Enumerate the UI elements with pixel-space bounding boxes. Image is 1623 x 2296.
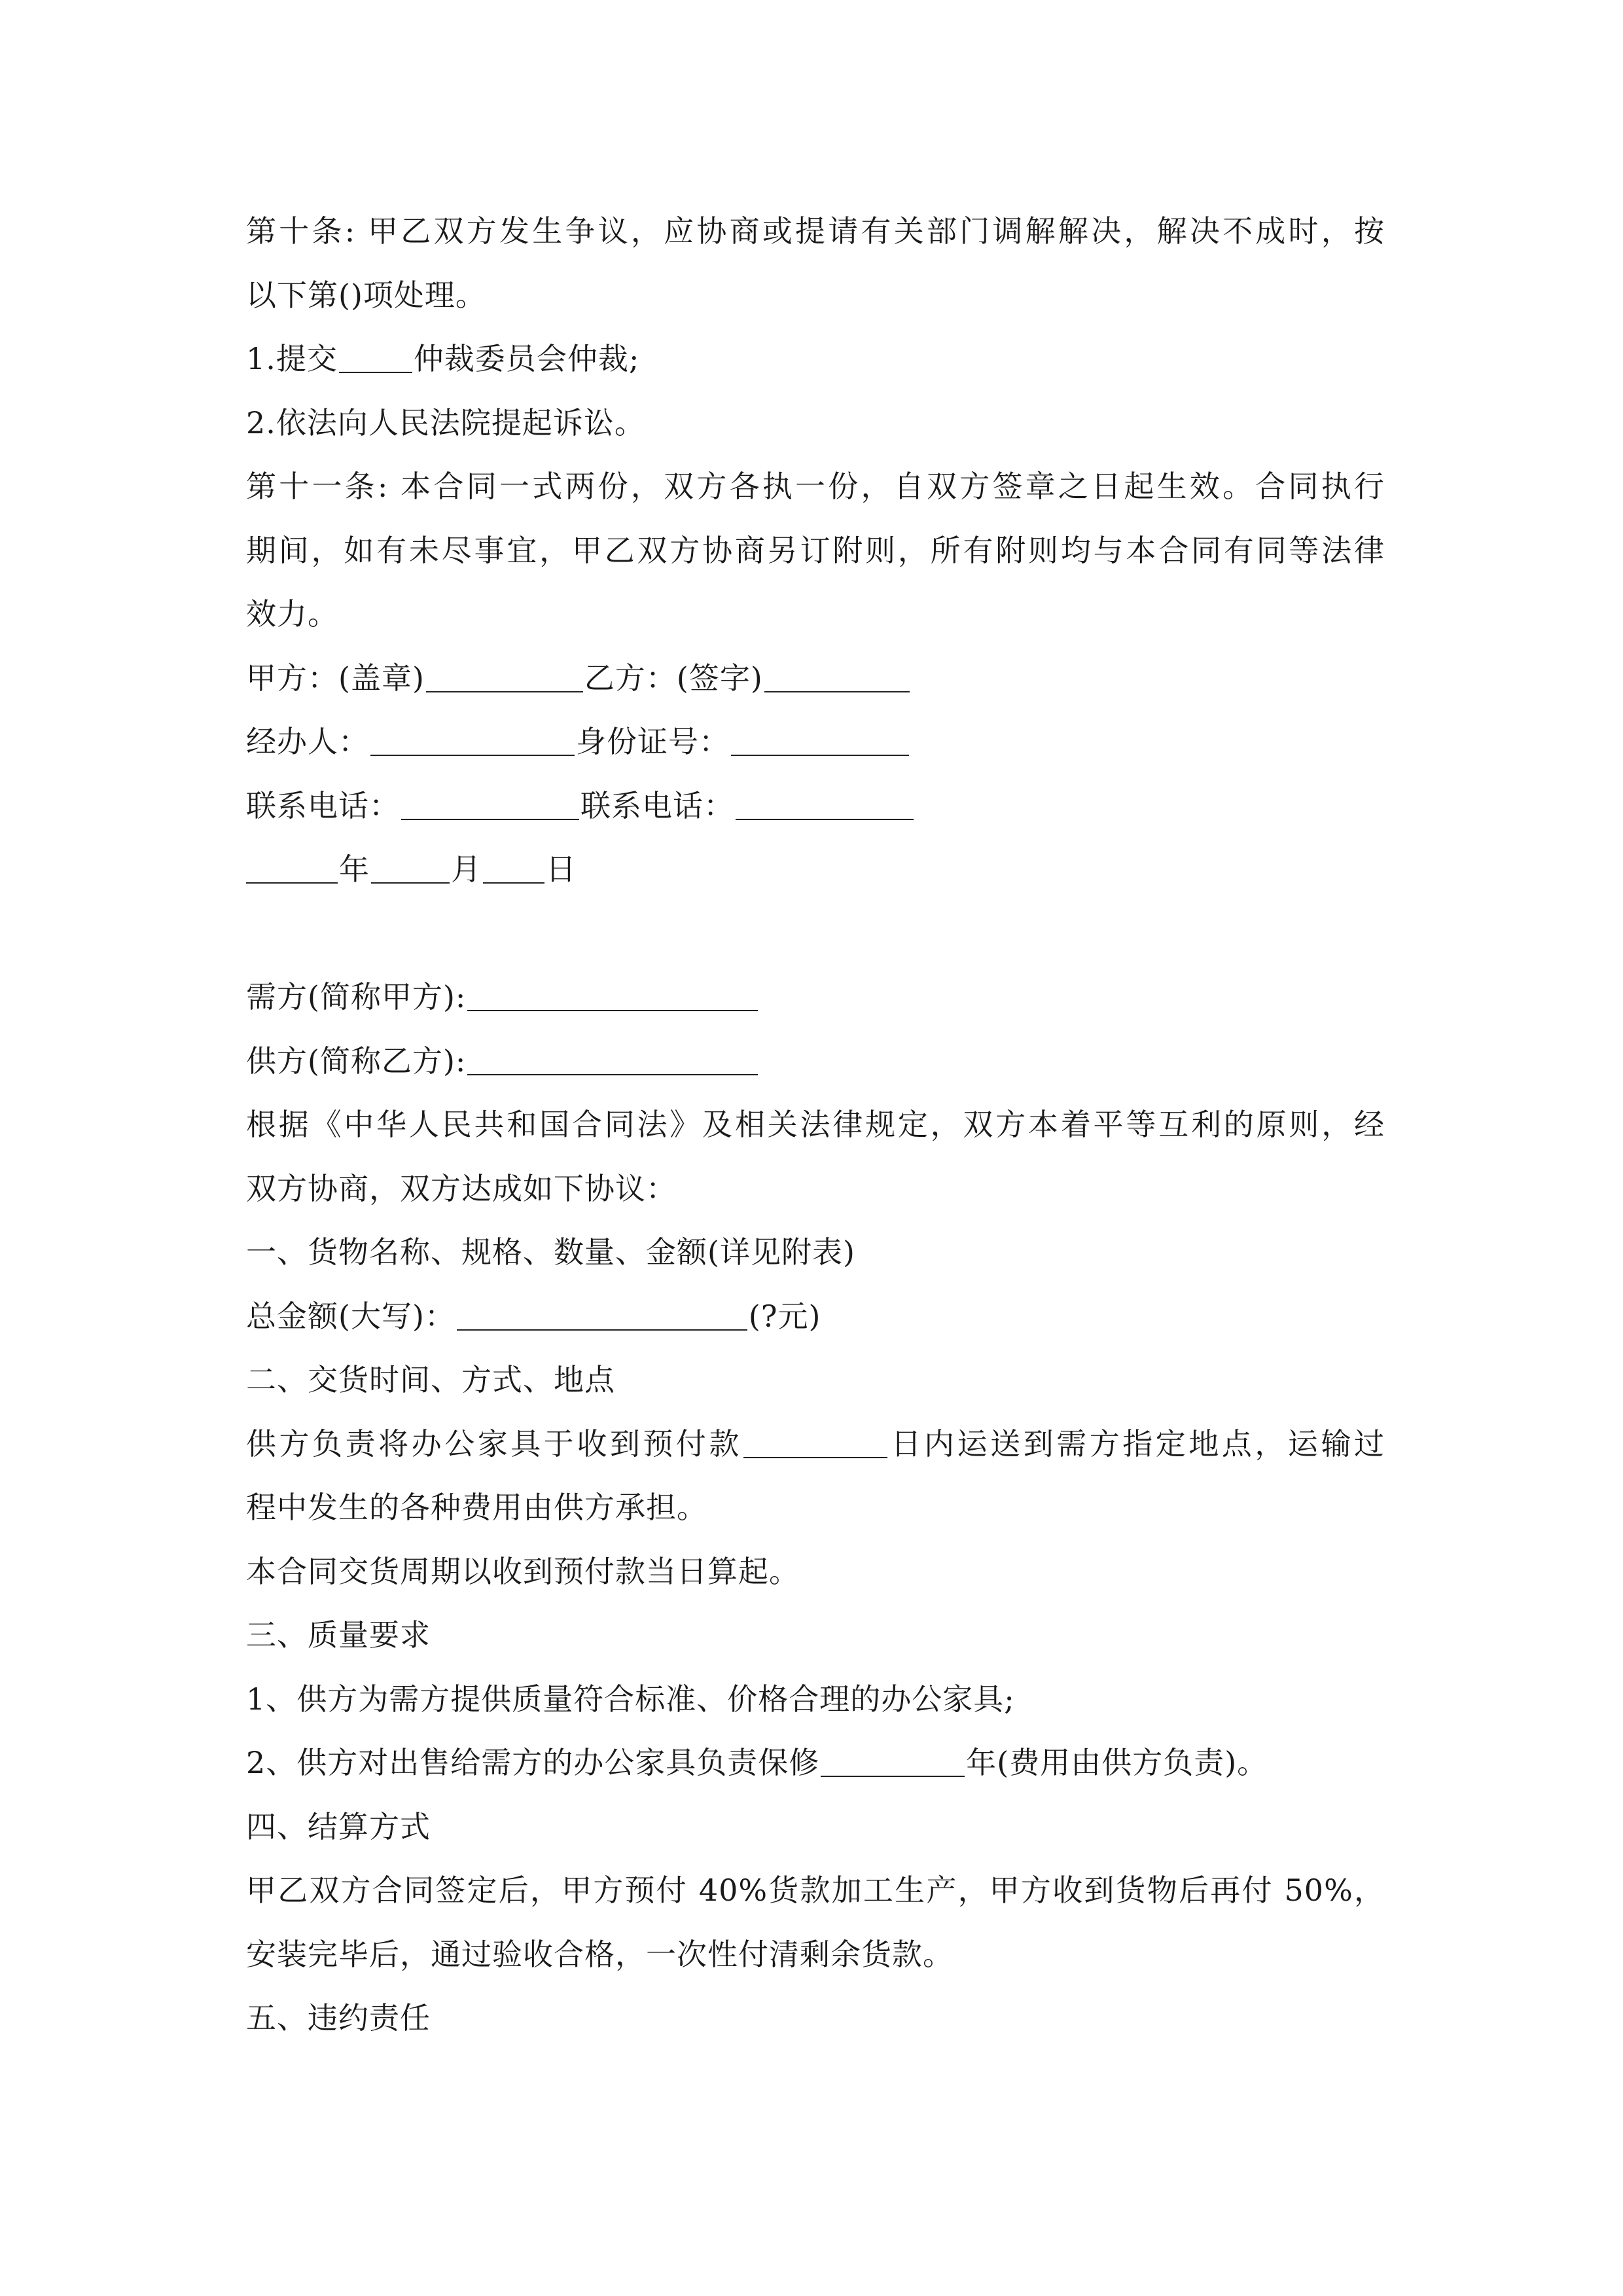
arbitration-blank[interactable] (339, 342, 412, 373)
section-1-heading: 一、货物名称、规格、数量、金额(详见附表) (246, 1234, 855, 1270)
party-b-sign-blank[interactable] (764, 661, 910, 692)
article-11-line-1: 第十一条: 本合同一式两份，双方各执一份，自双方签章之日起生效。合同执行 (246, 469, 1385, 504)
article-11-line-2: 期间，如有未尽事宜，甲乙双方协商另订附则，所有附则均与本合同有同等法律 (246, 532, 1385, 568)
delivery-line-1 (246, 1412, 1385, 1477)
section-2-heading: 二、交货时间、方式、地点 (246, 1362, 615, 1397)
section-5-heading: 五、违约责任 (246, 2000, 431, 2036)
month-blank[interactable] (371, 852, 450, 884)
phone-b-blank[interactable] (736, 789, 914, 820)
year-blank[interactable] (246, 852, 338, 884)
date-line (246, 838, 1385, 902)
total-amount-suffix: (?元) (748, 1298, 821, 1334)
total-amount-blank[interactable] (457, 1299, 747, 1331)
delivery-suffix: 日内运送到需方指定地点，运输过 (889, 1426, 1385, 1462)
delivery-days-blank[interactable] (743, 1427, 887, 1458)
buyer-line (246, 965, 1385, 1030)
party-a-label: 甲方：(盖章) (246, 660, 425, 696)
buyer-label: 需方(简称甲方): (246, 979, 467, 1014)
settlement-line-1: 甲乙双方合同签定后，甲方预付 40%货款加工生产，甲方收到货物后再付 50%， (246, 1873, 1385, 1908)
buyer-blank[interactable] (467, 980, 758, 1011)
phone-line (246, 774, 1385, 838)
id-number-blank[interactable] (731, 725, 909, 756)
party-a-seal-blank[interactable] (426, 661, 583, 692)
delivery-line-2: 程中发生的各种费用由供方承担。 (246, 1490, 707, 1525)
phone-a-label: 联系电话： (246, 787, 400, 823)
total-amount-line (246, 1285, 1385, 1349)
agent-line (246, 710, 1385, 774)
option-1-prefix: 1.提交 (246, 341, 338, 376)
section-3-heading: 三、质量要求 (246, 1617, 431, 1653)
year-label: 年 (339, 852, 370, 887)
basis-line-1: 根据《中华人民共和国合同法》及相关法律规定，双方本着平等互利的原则，经 (246, 1107, 1385, 1142)
signature-line (246, 647, 1385, 711)
id-number-label: 身份证号： (576, 724, 730, 759)
party-b-label: 乙方：(签字) (584, 660, 763, 696)
quality-item-1: 1、供方为需方提供质量符合标准、价格合理的办公家具; (246, 1681, 1015, 1717)
phone-a-blank[interactable] (401, 789, 579, 820)
day-blank[interactable] (483, 852, 544, 884)
warranty-years-blank[interactable] (821, 1746, 965, 1777)
option-2-line: 2.依法向人民法院提起诉讼。 (246, 404, 645, 440)
article-10-line-1: 第十条: 甲乙双方发生争议，应协商或提请有关部门调解解决，解决不成时，按 (246, 213, 1385, 249)
phone-b-label: 联系电话： (580, 787, 734, 823)
agent-label: 经办人： (246, 724, 369, 759)
supplier-label: 供方(简称乙方): (246, 1043, 467, 1079)
basis-line-2: 双方协商，双方达成如下协议： (246, 1170, 677, 1206)
option-1-suffix: 仲裁委员会仲裁; (413, 341, 640, 376)
delivery-prefix: 供方负责将办公家具于收到预付款 (246, 1426, 742, 1462)
supplier-line (246, 1030, 1385, 1094)
month-label: 月 (451, 852, 482, 887)
warranty-prefix: 2、供方对出售给需方的办公家具负责保修 (246, 1745, 820, 1780)
section-spacer (246, 902, 1385, 966)
option-1-line (246, 327, 1385, 391)
delivery-line-3: 本合同交货周期以收到预付款当日算起。 (246, 1553, 800, 1589)
document-body (246, 200, 1385, 2051)
supplier-blank[interactable] (467, 1044, 758, 1075)
quality-item-2 (246, 1731, 1385, 1795)
article-11-line-3: 效力。 (246, 596, 338, 632)
agent-blank[interactable] (370, 725, 575, 756)
article-10-line-2: 以下第()项处理。 (246, 277, 486, 313)
total-amount-label: 总金额(大写)： (246, 1298, 455, 1334)
day-label: 日 (546, 852, 577, 887)
warranty-suffix: 年(费用由供方负责)。 (966, 1745, 1268, 1780)
section-4-heading: 四、结算方式 (246, 1808, 431, 1844)
settlement-line-2: 安装完毕后，通过验收合格，一次性付清剩余货款。 (246, 1936, 954, 1972)
